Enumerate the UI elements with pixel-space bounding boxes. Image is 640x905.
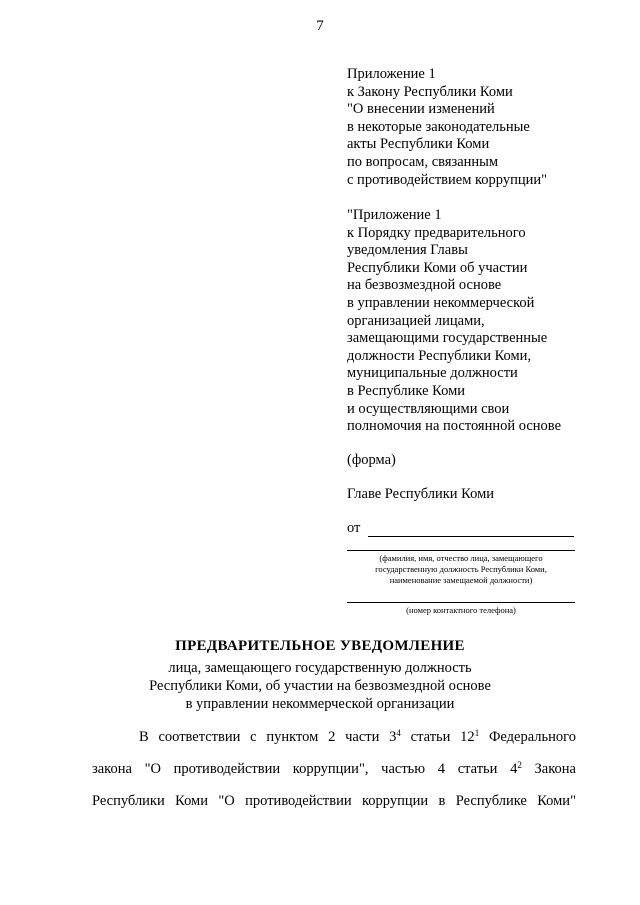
body-line: Республики Коми "О противодействии коррупции в Республике Коми" xyxy=(92,793,576,809)
from-line xyxy=(347,520,574,537)
person-caption xyxy=(347,553,575,586)
superscript: 2 xyxy=(517,760,522,770)
appendix-order-line: "Приложение 1 xyxy=(347,207,442,223)
appendix-header-line: "О внесении изменений xyxy=(347,101,495,118)
appendix-header xyxy=(347,66,627,189)
superscript: 1 xyxy=(474,728,480,738)
from-label: от xyxy=(347,520,361,536)
appendix-order-line: на безвозмездной основе xyxy=(347,277,502,294)
form-note: (форма) xyxy=(347,452,396,468)
notice-title: ПРЕДВАРИТЕЛЬНОЕ УВЕДОМЛЕНИЕ xyxy=(175,638,465,654)
appendix-order xyxy=(347,207,627,436)
body-text: Закона xyxy=(521,761,576,777)
addressee: Главе Республики Коми xyxy=(347,486,495,502)
appendix-order-line: в Республике Коми xyxy=(347,382,466,399)
from-blank-field[interactable] xyxy=(368,522,574,537)
appendix-order-line: организацией лицами, xyxy=(347,312,485,329)
appendix-order-line: Республики Коми об участии xyxy=(347,259,528,276)
phone-caption: (номер контактного телефона) xyxy=(406,605,516,615)
phone-blank-line[interactable] xyxy=(347,602,575,603)
appendix-order-line: к Порядку предварительного xyxy=(347,224,526,241)
notice-subtitle-line: в управлении некоммерческой организации xyxy=(185,696,455,712)
appendix-header-line: по вопросам, связанным xyxy=(347,153,499,170)
appendix-order-line: должности Республики Коми, xyxy=(347,347,532,364)
person-blank-line[interactable] xyxy=(347,550,575,551)
body-line xyxy=(92,761,576,778)
appendix-order-line: уведомления Главы xyxy=(347,242,468,259)
appendix-order-line: полномочия на постоянной основе xyxy=(347,418,562,435)
superscript: 4 xyxy=(396,728,401,738)
body-text: Федерального xyxy=(479,729,576,745)
appendix-order-line: замещающими государственные xyxy=(347,330,548,347)
body-text: закона "О противодействии коррупции", частью 4 статьи 4 xyxy=(92,761,518,777)
notice-subtitle-line: лица, замещающего государственную должность xyxy=(168,660,472,676)
page-number: 7 xyxy=(316,18,324,34)
appendix-order-line: муниципальные должности xyxy=(347,365,518,382)
appendix-header-line: акты Республики Коми xyxy=(347,136,490,153)
body-text: статьи 12 xyxy=(400,729,475,745)
body-line xyxy=(139,729,576,746)
appendix-header-line: Приложение 1 xyxy=(347,66,436,82)
appendix-order-line: в управлении некоммерческой xyxy=(347,294,535,311)
appendix-order-line: и осуществляющими свои xyxy=(347,400,510,417)
body-text: В соответствии с пунктом 2 части 3 xyxy=(139,729,397,745)
caption-line: (фамилия, имя, отчество лица, замещающего xyxy=(379,553,543,563)
notice-subtitle-line: Республики Коми, об участии на безвозмездной основе xyxy=(149,678,491,694)
appendix-header-line: в некоторые законодательные xyxy=(347,118,530,135)
caption-line: наименование замещаемой должности) xyxy=(389,575,533,585)
caption-line: государственную должность Республики Коми, xyxy=(375,564,547,574)
appendix-header-line: с противодействием коррупции" xyxy=(347,171,548,188)
appendix-header-line: к Закону Республики Коми xyxy=(347,83,513,100)
